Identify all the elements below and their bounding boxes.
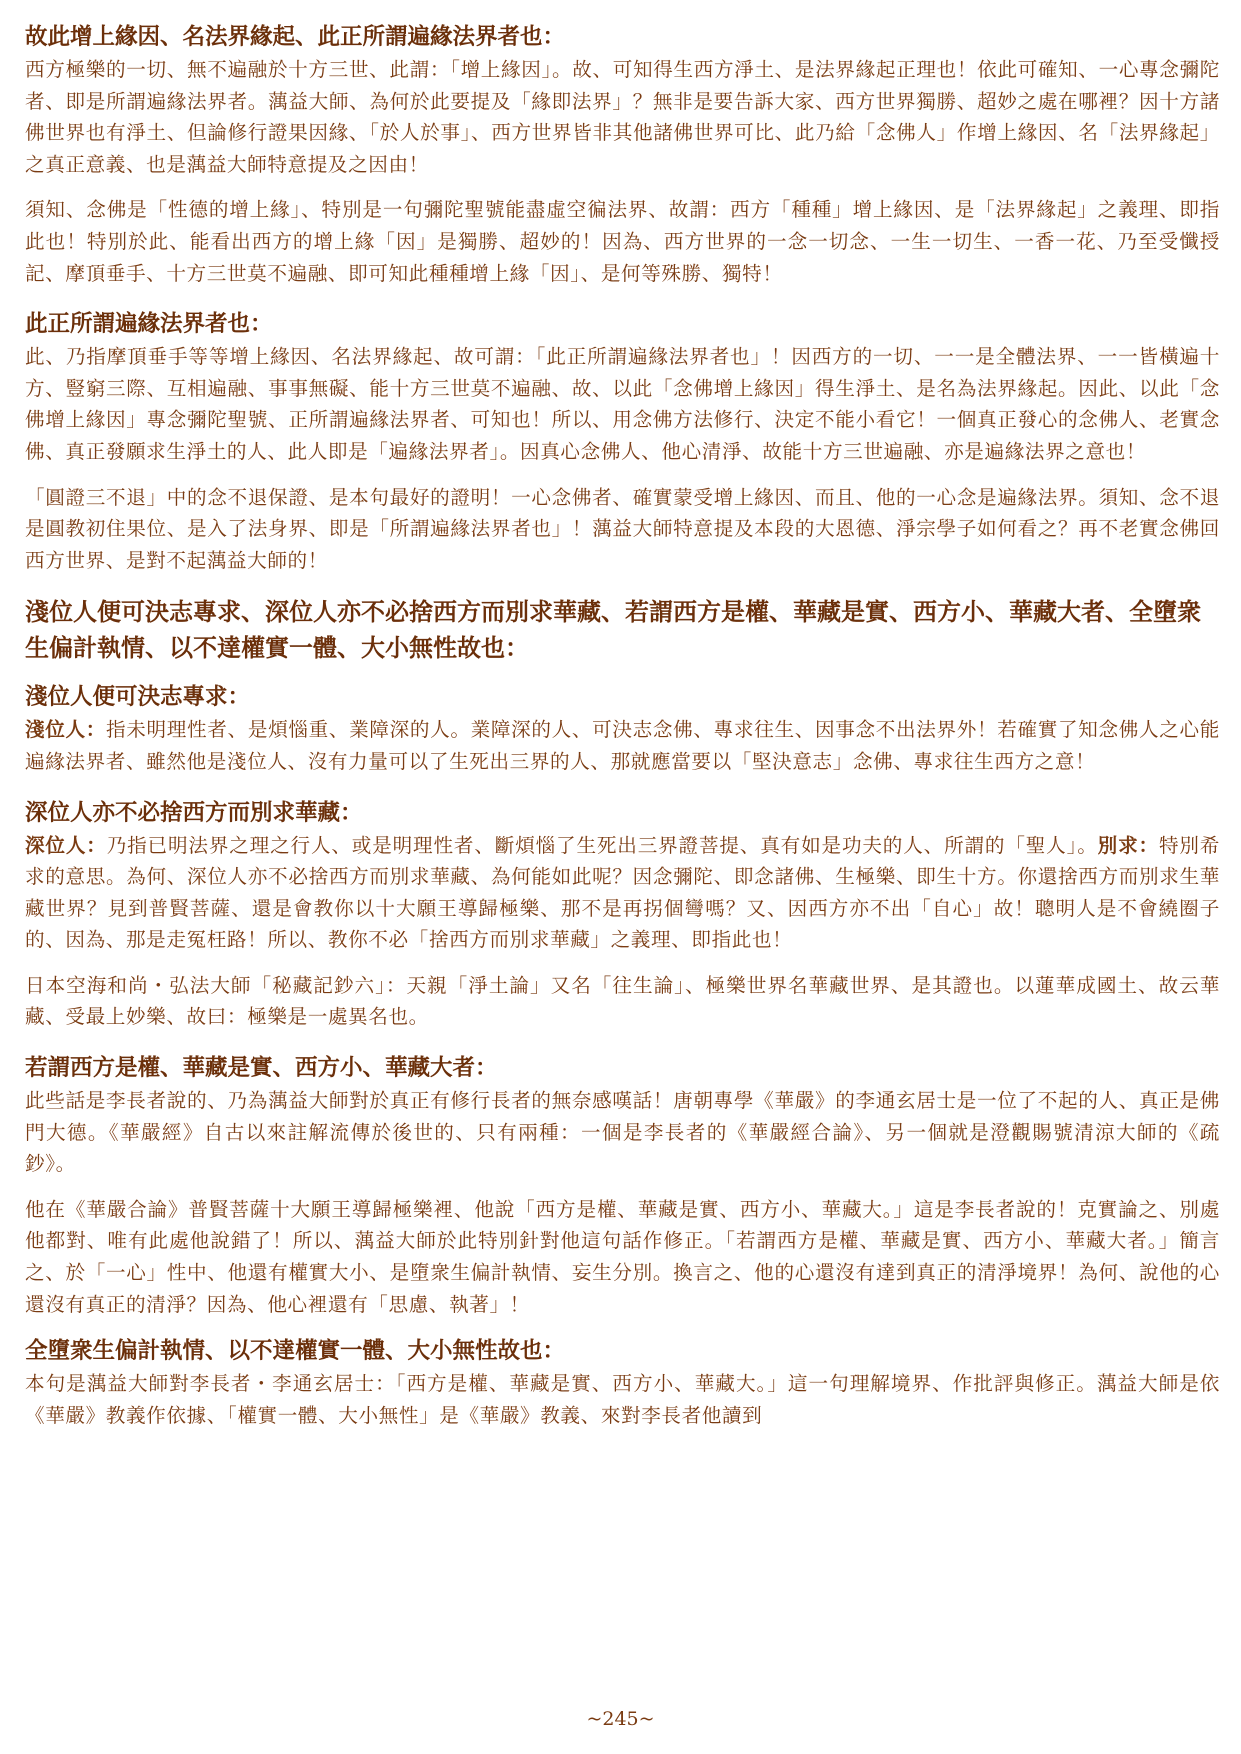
term-label: 深位人：	[25, 833, 107, 857]
term-definition: 特別希求的意思。為何、深位人亦不必捨西方而別求華藏、為何能如此呢？因念彌陀、即念諸佛、生極樂、即生十方。你還捨西方而別求生華藏世界？見到普賢菩薩、還是會教你以十大願王導歸極樂、那不是再拐個彎嗎？又、因西方亦不出「自心」故！聰明人是不會繞圈子的、因為、那是走冤枉路！所以、教你不必「捨西方而別求華藏」之義理、即指此也！	[25, 833, 1220, 952]
paragraph: 本句是蕅益大師對李長者・李通玄居士：「西方是權、華藏是實、西方小、華藏大。」這一句理解境界、作批評與修正。蕅益大師是依《華嚴》教義作依據、「權實一體、大小無性」是《華嚴》教義、來對李長者他讀到	[25, 1372, 1220, 1427]
section-heading: 淺位人便可決志專求：	[25, 684, 251, 711]
paragraph: 此些話是李長者說的、乃為蕅益大師對於真正有修行長者的無奈感嘆話！唐朝專學《華嚴》的李通玄居士是一位了不起的人、真正是佛門大德。《華嚴經》自古以來註解流傳於後世的、只有兩種：一個是李長者的《華嚴經合論》、另一個就是澄觀賜號清涼大師的《疏鈔》。	[25, 1089, 1220, 1176]
section-heading: 若謂西方是權、華藏是實、西方小、華藏大者：	[25, 1055, 498, 1082]
document-page	[25, 20, 1220, 1431]
paragraph: 須知、念佛是「性德的增上緣」、特別是一句彌陀聖號能盡虛空徧法界、故謂：西方「種種」增上緣因、是「法界緣起」之義理、即指此也！特別於此、能看出西方的增上緣「因」是獨勝、超妙的！因為、西方世界的一念一切念、一生一切生、一香一花、乃至受懺授記、摩頂垂手、十方三世莫不遍融、即可知此種種增上緣「因」、是何等殊勝、獨特！	[25, 198, 1220, 285]
term-label: 淺位人：	[25, 718, 107, 742]
paragraph: 西方極樂的一切、無不遍融於十方三世、此謂：「增上緣因」。故、可知得生西方淨土、是法界緣起正理也！依此可確知、一心專念彌陀者、即是所謂遍緣法界者。蕅益大師、為何於此要提及「緣即法界」？無非是要告訴大家、西方世界獨勝、超妙之處在哪裡？因十方諸佛世界也有淨土、但論修行證果因緣、「於人於事」、西方世界皆非其他諸佛世界可比、此乃給「念佛人」作增上緣因、名「法界緣起」之真正意義、也是蕅益大師特意提及之因由！	[25, 58, 1220, 176]
main-heading: 淺位人便可決志專求、深位人亦不必捨西方而別求華藏、若謂西方是權、華藏是實、西方小、華藏大者、全墮衆生偏計執情、以不達權實一體、大小無性故也：	[25, 597, 1201, 663]
term-definition: 指未明理性者、是煩惱重、業障深的人。業障深的人、可決志念佛、專求往生、因事念不出法界外！若確實了知念佛人之心能遍緣法界者、雖然他是淺位人、沒有力量可以了生死出三界的人、那就應當要以「堅決意志」念佛、專求往生西方之意！	[25, 718, 1221, 773]
page-number: ~245~	[586, 1708, 655, 1730]
section-heading: 此正所謂遍緣法界者也：	[25, 311, 273, 338]
section-heading: 深位人亦不必捨西方而別求華藏：	[25, 799, 363, 826]
paragraph	[25, 830, 1220, 956]
paragraph: 日本空海和尚・弘法大師「秘藏記鈔六」：天親「淨土論」又名「往生論」、極樂世界名華藏世界、是其證也。以蓮華成國土、故云華藏、受最上妙樂、故曰：極樂是一處異名也。	[25, 973, 1220, 1029]
paragraph	[25, 714, 1220, 777]
term-definition: 乃指已明法界之理之行人、或是明理性者、斷煩惱了生死出三界證菩提、真有如是功夫的人、所謂的「聖人」。	[106, 833, 1098, 857]
term-label: 別求：	[1097, 833, 1159, 857]
paragraph: 此、乃指摩頂垂手等等增上緣因、名法界緣起、故可謂：「此正所謂遍緣法界者也」！因西方的一切、一一是全體法界、一一皆橫遍十方、豎窮三際、互相遍融、事事無礙、能十方三世莫不遍融、故、以此「念佛增上緣因」得生淨土、是名為法界緣起。因此、以此「念佛增上緣因」專念彌陀聖號、正所謂遍緣法界者、可知也！所以、用念佛方法修行、決定不能小看它！一個真正發心的念佛人、老實念佛、真正發願求生淨土的人、此人即是「遍緣法界者」。因真心念佛人、他心清淨、故能十方三世遍融、亦是遍緣法界之意也！	[25, 345, 1220, 463]
section-heading: 故此增上緣因、名法界緣起、此正所謂遍緣法界者也：	[25, 24, 566, 50]
paragraph: 「圓證三不退」中的念不退保證、是本句最好的證明！一心念佛者、確實蒙受增上緣因、而且、他的一心念是遍緣法界。須知、念不退是圓教初住果位、是入了法身界、即是「所謂遍緣法界者也」！蕅益大師特意提及本段的大恩德、淨宗學子如何看之？再不老實念佛回西方世界、是對不起蕅益大師的！	[25, 485, 1220, 572]
section-heading: 全墮衆生偏計執情、以不達權實一體、大小無性故也：	[25, 1338, 566, 1365]
paragraph: 他在《華嚴合論》普賢菩薩十大願王導歸極樂裡、他說「西方是權、華藏是實、西方小、華藏大。」這是李長者說的！克實論之、別處他都對、唯有此處他說錯了！所以、蕅益大師於此特別針對他這句話作修正。「若謂西方是權、華藏是實、西方小、華藏大者。」簡言之、於「一心」性中、他還有權實大小、是墮衆生偏計執情、妄生分別。換言之、他的心還沒有達到真正的清淨境界！為何、說他的心還沒有真正的清淨？因為、他心裡還有「思慮、執著」！	[25, 1197, 1220, 1316]
